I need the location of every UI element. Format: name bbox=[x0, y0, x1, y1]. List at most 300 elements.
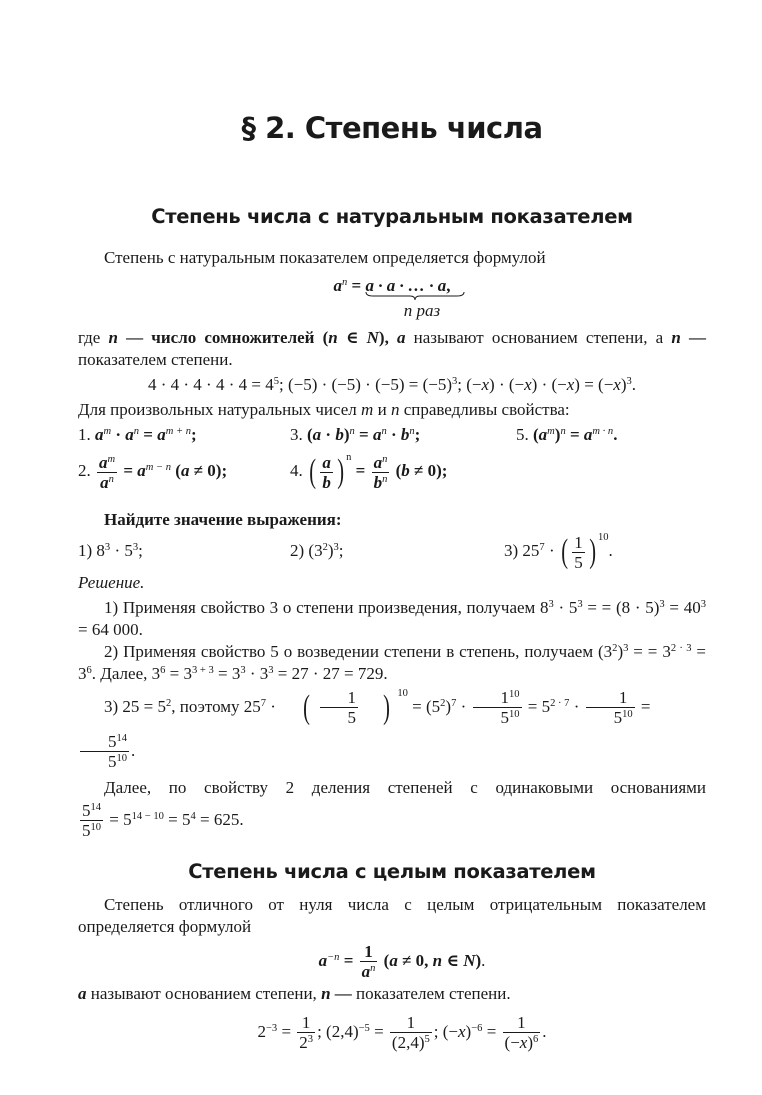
exponent: 3 + 3 bbox=[192, 664, 214, 676]
text-run: 1 bbox=[574, 532, 583, 552]
exponent: m − n bbox=[145, 462, 172, 474]
text-run: ; (− bbox=[457, 375, 482, 394]
exponent: m bbox=[547, 426, 555, 438]
math-symbol: = bbox=[339, 950, 358, 970]
exponent: −6 bbox=[471, 1022, 483, 1034]
text-run: 1) 8 bbox=[78, 541, 105, 560]
text-run: называют основанием степени, а bbox=[405, 328, 672, 347]
text-run: . bbox=[481, 950, 486, 970]
exponent: 3 bbox=[104, 542, 111, 554]
exponent: 4 bbox=[190, 810, 196, 822]
math-symbol: a bbox=[372, 425, 382, 444]
denominator bbox=[320, 708, 359, 727]
denominator bbox=[572, 553, 585, 572]
math-symbol: ∈ bbox=[337, 328, 367, 347]
denominator bbox=[80, 821, 103, 840]
math-symbol: = bbox=[351, 461, 370, 480]
exponent: 14 bbox=[116, 733, 128, 745]
text-run: ) bbox=[327, 541, 334, 560]
fraction bbox=[388, 1013, 434, 1053]
exponent: 10 bbox=[509, 689, 520, 701]
math-symbol: a bbox=[322, 452, 331, 472]
underbrace-group bbox=[365, 275, 446, 297]
text-run: ) = (− bbox=[574, 375, 614, 394]
task-3 bbox=[504, 531, 706, 572]
property-1 bbox=[78, 424, 290, 446]
text-run: . Далее, 3 bbox=[91, 663, 161, 683]
text-run: ) bbox=[620, 375, 627, 394]
text-run: . bbox=[542, 1021, 547, 1041]
math-symbol: n bbox=[108, 328, 118, 347]
fraction-body bbox=[586, 688, 635, 727]
exponent: 3 bbox=[577, 598, 583, 610]
exponent: 2 bbox=[612, 642, 618, 654]
denominator bbox=[97, 473, 117, 492]
math-symbol: ; bbox=[190, 425, 197, 444]
text-run: ; (2,4) bbox=[317, 1021, 359, 1041]
intro-paragraph bbox=[78, 247, 706, 269]
exponent: 3 bbox=[659, 598, 665, 610]
text-run: 5 bbox=[574, 552, 583, 572]
exponent: 3 bbox=[452, 376, 458, 388]
math-symbol: = bbox=[139, 425, 158, 444]
exponent: 10 bbox=[90, 822, 102, 834]
math-symbol: b bbox=[322, 472, 331, 492]
math-symbol: = bbox=[119, 461, 138, 480]
math-symbol: ) bbox=[343, 425, 350, 444]
fraction-body bbox=[503, 1013, 541, 1052]
math-symbol: = bbox=[565, 425, 584, 444]
exponent: 3 bbox=[268, 664, 274, 676]
text-run: ) bbox=[445, 696, 452, 716]
math-symbol: a bbox=[99, 452, 108, 472]
exponent: 6 bbox=[160, 664, 166, 676]
property-5 bbox=[516, 424, 706, 446]
exponent: m bbox=[103, 426, 112, 438]
text-run: 5 bbox=[108, 732, 117, 752]
math-symbol: , bbox=[446, 276, 451, 295]
denominator bbox=[586, 708, 635, 727]
exponent: n bbox=[382, 473, 388, 485]
text-run: 1 bbox=[301, 1013, 311, 1033]
math-symbol: ( bbox=[391, 461, 402, 480]
math-symbol: N bbox=[366, 328, 379, 347]
math-symbol: b bbox=[400, 425, 410, 444]
math-symbol: ≠ 0, bbox=[397, 950, 433, 970]
exponent: 3 bbox=[626, 376, 632, 388]
text-run: = 5 bbox=[105, 809, 132, 829]
math-symbol: x bbox=[566, 375, 575, 394]
fraction-body bbox=[80, 801, 103, 840]
exponent: 3 bbox=[333, 542, 339, 554]
exponent: 10 bbox=[397, 687, 408, 699]
exponent: n bbox=[560, 426, 566, 438]
exponent: −5 bbox=[358, 1022, 370, 1034]
exponent: 2 bbox=[440, 697, 446, 709]
math-symbol: a bbox=[318, 950, 328, 970]
text-run: где bbox=[78, 328, 109, 347]
exponent: 5 bbox=[424, 1034, 430, 1046]
math-symbol: a bbox=[583, 425, 593, 444]
text-run: = 5 bbox=[163, 809, 191, 829]
text-run: = 3 bbox=[213, 663, 241, 683]
text-run: показателем степени. bbox=[351, 983, 511, 1003]
denominator bbox=[503, 1033, 541, 1052]
math-symbol: a bbox=[78, 983, 87, 1003]
math-symbol: · bbox=[111, 425, 126, 444]
math-symbol: N bbox=[463, 950, 476, 970]
definition-lhs bbox=[334, 276, 366, 295]
math-symbol: ∈ bbox=[442, 950, 464, 970]
numerator bbox=[586, 688, 635, 708]
textbook-page bbox=[78, 0, 706, 1095]
text-run: · bbox=[544, 541, 559, 560]
math-symbol: a · a · … · a bbox=[365, 276, 447, 295]
text-run: · bbox=[456, 696, 471, 716]
exponent: n bbox=[133, 426, 140, 438]
math-symbol: a bbox=[180, 461, 190, 480]
fraction bbox=[295, 1013, 317, 1053]
text-run: 4. bbox=[290, 461, 307, 480]
numerator bbox=[97, 453, 117, 473]
numerator bbox=[390, 1013, 432, 1033]
text-run: · bbox=[569, 696, 584, 716]
solution-3 bbox=[78, 685, 706, 773]
text-run: 2. bbox=[78, 461, 95, 480]
exponent: 14 bbox=[90, 802, 102, 814]
math-symbol: . bbox=[613, 425, 618, 444]
exponent: n bbox=[381, 426, 387, 438]
text-run: показателем степени. bbox=[78, 350, 233, 369]
definition-explanation bbox=[78, 327, 706, 371]
math-symbol: n bbox=[390, 400, 400, 419]
exponent: 7 bbox=[539, 542, 545, 554]
math-symbol: ( bbox=[533, 425, 539, 444]
math-symbol: a bbox=[538, 425, 548, 444]
underbrace-label bbox=[78, 301, 706, 321]
math-symbol: ( bbox=[307, 425, 313, 444]
math-symbol: ≠ 0); bbox=[409, 461, 448, 480]
exponent: 2 bbox=[166, 697, 172, 709]
text-run: 4 · 4 · 4 · 4 · 4 = 4 bbox=[147, 375, 274, 394]
math-symbol: x bbox=[481, 375, 490, 394]
text-run: · 5 bbox=[553, 597, 578, 617]
math-symbol: 1 bbox=[364, 942, 373, 962]
math-symbol: a bbox=[95, 425, 104, 444]
numerator bbox=[360, 942, 378, 962]
text-run: ) · (− bbox=[489, 375, 525, 394]
text-run: ) · (− bbox=[531, 375, 567, 394]
fraction bbox=[78, 732, 131, 772]
text-run: Степень отличного от нуля числа с целым отрицательным показателем определяется формулой bbox=[78, 894, 706, 936]
math-symbol: · bbox=[321, 425, 336, 444]
exponent: 3 bbox=[307, 1034, 314, 1046]
denominator bbox=[390, 1033, 432, 1052]
examples-line bbox=[78, 374, 706, 396]
exponent: 10 bbox=[116, 753, 128, 765]
text-run: 1 bbox=[347, 688, 357, 708]
numerator bbox=[297, 1013, 315, 1033]
text-run: 2 bbox=[257, 1021, 266, 1041]
text-run: 5 bbox=[108, 752, 117, 772]
text-run: 2) (3 bbox=[290, 541, 323, 560]
text-run: ; (− bbox=[433, 1021, 458, 1041]
exponent: 3 bbox=[548, 598, 554, 610]
text-run: . bbox=[631, 375, 637, 394]
math-symbol: n bbox=[321, 983, 331, 1003]
text-run: 1 bbox=[618, 688, 628, 708]
text-run: = = (8 · 5) bbox=[582, 597, 660, 617]
numerator bbox=[80, 801, 103, 821]
fraction bbox=[370, 452, 392, 492]
text-run: 3) 25 bbox=[504, 541, 540, 560]
math-symbol: a bbox=[100, 472, 109, 492]
math-symbol: ; bbox=[414, 425, 421, 444]
math-symbol: n bbox=[671, 328, 681, 347]
conclusion-formula bbox=[78, 799, 706, 841]
text-run: ; bbox=[138, 541, 143, 560]
math-symbol: a bbox=[333, 276, 343, 295]
exponent: n bbox=[108, 473, 114, 485]
math-symbol: a bbox=[397, 328, 406, 347]
property-4 bbox=[290, 449, 516, 493]
exponent: 3 bbox=[700, 598, 706, 610]
numerator bbox=[372, 453, 390, 473]
math-symbol: x bbox=[524, 375, 532, 394]
text-run: = 40 bbox=[664, 597, 701, 617]
math-symbol: — bbox=[680, 328, 706, 347]
math-symbol: a bbox=[157, 425, 166, 444]
text-run: 5 bbox=[347, 708, 357, 728]
exponent: 3 bbox=[623, 642, 629, 654]
text-run: = bbox=[636, 696, 651, 716]
text-run: 1. bbox=[78, 425, 95, 444]
math-symbol: n bbox=[328, 328, 338, 347]
exponent: 10 bbox=[509, 709, 520, 721]
exponent: m · n bbox=[592, 426, 614, 438]
fraction-body bbox=[97, 453, 117, 492]
exponent: m + n bbox=[165, 426, 191, 438]
exponent: 6 bbox=[533, 1034, 539, 1046]
text-run: 2) Применяя свойство 5 о возведении степени в степень, получаем (3 bbox=[104, 641, 613, 661]
exponent: 2 bbox=[322, 542, 328, 554]
math-symbol: a bbox=[137, 461, 146, 480]
properties-intro bbox=[78, 399, 706, 421]
properties-row-1 bbox=[78, 424, 706, 446]
properties-row-2 bbox=[78, 449, 706, 493]
denominator bbox=[360, 962, 378, 981]
tasks-row bbox=[78, 531, 706, 572]
text-run: ) bbox=[465, 1021, 472, 1041]
math-symbol: n bbox=[432, 950, 443, 970]
fraction bbox=[584, 688, 637, 728]
solution-1 bbox=[78, 597, 706, 641]
text-run: 5 bbox=[82, 821, 91, 841]
exponent: m bbox=[107, 453, 116, 465]
math-symbol: ) bbox=[554, 425, 561, 444]
text-run: 5. bbox=[516, 425, 533, 444]
fraction bbox=[471, 688, 524, 728]
exponent: 14 − 10 bbox=[131, 810, 164, 822]
n-times-label: n раз bbox=[403, 301, 441, 320]
fraction bbox=[95, 452, 119, 492]
math-symbol: x bbox=[519, 1033, 528, 1053]
text-run: = 3 bbox=[78, 641, 706, 683]
fraction-body bbox=[320, 453, 333, 492]
math-symbol: x bbox=[458, 1021, 466, 1041]
denominator bbox=[320, 473, 333, 492]
text-run: . bbox=[131, 740, 136, 760]
definition-formula bbox=[78, 275, 706, 297]
math-symbol: = bbox=[354, 425, 373, 444]
numerator bbox=[572, 533, 585, 553]
text-run: называют основанием степени, bbox=[86, 983, 322, 1003]
math-symbol: ) bbox=[475, 950, 482, 970]
text-run: 1) Применяя свойство 3 о степени произведения, получаем 8 bbox=[104, 597, 549, 617]
text-run: 2 bbox=[299, 1033, 308, 1053]
text-run: = 5 bbox=[523, 696, 551, 716]
exponent: 10 bbox=[622, 709, 633, 721]
fraction-body bbox=[390, 1013, 432, 1052]
fraction-body bbox=[80, 732, 129, 771]
exponent: n bbox=[342, 277, 348, 289]
text-run: Далее, по свойству 2 деления степеней с одинаковыми основаниями bbox=[104, 777, 706, 797]
math-symbol: b bbox=[401, 461, 410, 480]
text-run: 5 bbox=[613, 708, 623, 728]
text-run: ; (−5) · (−5) · (−5) = (−5) bbox=[278, 375, 452, 394]
math-symbol: m bbox=[361, 400, 374, 419]
task-2 bbox=[290, 531, 504, 572]
numerator bbox=[320, 453, 333, 473]
text-run: и bbox=[373, 400, 391, 419]
fraction-body bbox=[572, 533, 585, 572]
text-run: , поэтому 25 bbox=[171, 696, 261, 716]
exponent: 6 bbox=[86, 664, 92, 676]
exponent: 7 bbox=[451, 697, 457, 709]
text-run: справедливы свойства: bbox=[399, 400, 570, 419]
math-symbol: = bbox=[347, 276, 366, 295]
solution-label: Решение. bbox=[78, 572, 145, 592]
exponent: 5 bbox=[273, 376, 279, 388]
math-symbol: x bbox=[613, 375, 621, 394]
text-run: = 27 · 27 = 729. bbox=[273, 663, 388, 683]
math-symbol: ( bbox=[379, 950, 390, 970]
section-heading-integer-exponent: Степень числа с целым показателем bbox=[188, 859, 596, 883]
text-run: (2,4) bbox=[391, 1033, 425, 1053]
parenthesized-fraction: ( $\frac{1}{5}$ ) $^{10}$ bbox=[303, 687, 408, 728]
fraction-body bbox=[473, 688, 522, 727]
math-symbol: · bbox=[386, 425, 401, 444]
math-symbol: a bbox=[361, 962, 371, 982]
math-symbol: ≠ 0); bbox=[189, 461, 228, 480]
exponent: n bbox=[346, 452, 352, 464]
math-symbol: ), bbox=[378, 328, 397, 347]
exponent: 3 bbox=[132, 542, 139, 554]
numerator bbox=[473, 688, 522, 708]
section2-explanation bbox=[78, 983, 706, 1005]
text-run: ; bbox=[338, 541, 344, 560]
fraction-body bbox=[320, 688, 359, 727]
text-run: = bbox=[277, 1021, 296, 1041]
numerator bbox=[80, 732, 129, 752]
text-run: 1 bbox=[406, 1013, 416, 1033]
solution-2 bbox=[78, 641, 706, 685]
exponent: n bbox=[370, 963, 376, 975]
section2-intro bbox=[78, 894, 706, 938]
page-title: § 2. Степень числа bbox=[241, 111, 543, 145]
fraction bbox=[358, 942, 380, 982]
text-run: . bbox=[608, 541, 613, 560]
text-run: = (5 bbox=[407, 696, 441, 716]
fraction bbox=[78, 801, 105, 841]
denominator bbox=[297, 1033, 315, 1052]
math-symbol: — число сомножителей ( bbox=[117, 328, 329, 347]
text-run: 5 bbox=[500, 708, 510, 728]
exponent: 3 bbox=[240, 664, 246, 676]
fraction-body bbox=[372, 453, 390, 492]
exponent: 10 bbox=[598, 532, 609, 544]
math-symbol: — bbox=[330, 983, 352, 1003]
math-symbol: a bbox=[125, 425, 134, 444]
parenthesized-fraction: ( $\frac{1}{5}$ ) $^{10}$ bbox=[561, 532, 609, 572]
conclusion-text bbox=[78, 777, 706, 799]
text-run: · 3 bbox=[245, 663, 269, 683]
math-symbol: ( bbox=[171, 461, 181, 480]
fraction bbox=[501, 1013, 543, 1053]
text-run: = 64 000. bbox=[78, 619, 143, 639]
text-run: 5 bbox=[82, 801, 91, 821]
parenthesized-fraction: ( $\frac{a}{b}$ ) $^n$ bbox=[309, 452, 352, 492]
exponent: 7 bbox=[260, 697, 267, 709]
numerator bbox=[503, 1013, 541, 1033]
text-run: = = 3 bbox=[628, 641, 671, 661]
denominator bbox=[80, 752, 129, 771]
math-symbol: a bbox=[373, 452, 383, 472]
text-run: · 5 bbox=[110, 541, 133, 560]
exponent: n bbox=[349, 426, 355, 438]
exponent: n bbox=[382, 453, 388, 465]
text-run: 3. bbox=[290, 425, 307, 444]
text-run: = 625. bbox=[195, 809, 244, 829]
denominator bbox=[473, 708, 522, 727]
exponent: 2 · 7 bbox=[550, 697, 570, 709]
fraction-body bbox=[360, 942, 378, 981]
section2-examples bbox=[78, 1009, 706, 1055]
exponent: −3 bbox=[265, 1022, 278, 1034]
underbrace-icon bbox=[365, 292, 465, 300]
section-heading-natural-exponent: Степень числа с натуральным показателем bbox=[151, 205, 633, 228]
text-run: = 3 bbox=[165, 663, 192, 683]
task-heading: Найдите значение выражения: bbox=[104, 510, 342, 529]
text-run: 3) 25 = 5 bbox=[104, 696, 166, 716]
property-3 bbox=[290, 424, 516, 446]
text-run: = bbox=[369, 1021, 388, 1041]
negative-exponent-formula bbox=[78, 939, 706, 983]
text-run: 1 bbox=[500, 688, 510, 708]
numerator bbox=[320, 688, 359, 708]
text-run: = bbox=[482, 1021, 501, 1041]
text-run: 1 bbox=[517, 1013, 526, 1033]
property-2 bbox=[78, 449, 290, 493]
text-run: Для произвольных натуральных чисел bbox=[78, 400, 362, 419]
text-run: Степень с натуральным показателем определяется формулой bbox=[104, 248, 546, 267]
math-symbol: b bbox=[335, 425, 344, 444]
exponent: 2 · 3 bbox=[670, 642, 692, 654]
math-symbol: a bbox=[389, 950, 398, 970]
text-run: ) bbox=[527, 1033, 533, 1053]
math-symbol: b bbox=[373, 472, 383, 492]
exponent: n bbox=[409, 426, 415, 438]
